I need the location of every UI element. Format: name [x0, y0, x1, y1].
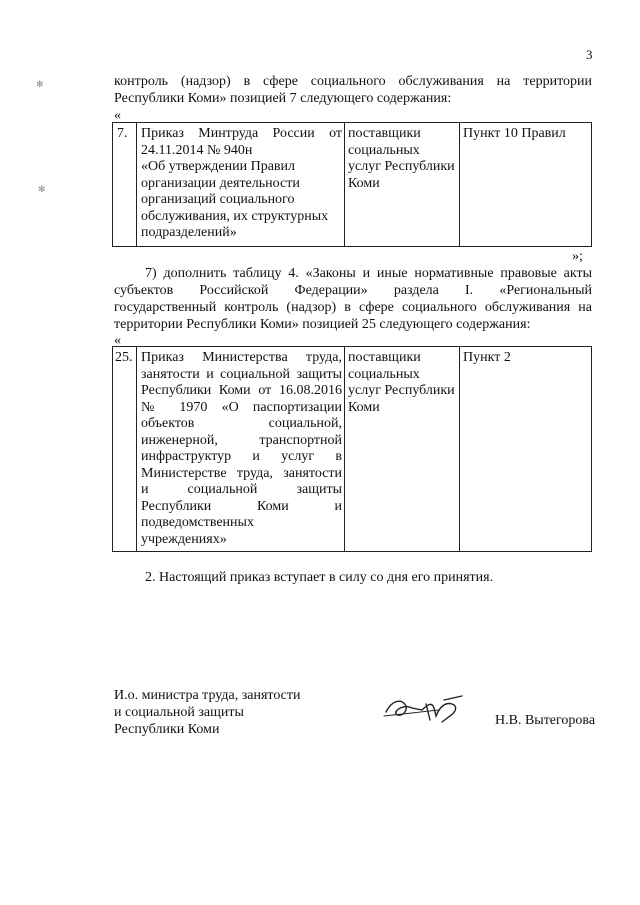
legal-act-line: Республики Коми от 16.08.2016: [141, 383, 342, 398]
legal-act-line: «Об утверждении Правил: [141, 159, 295, 174]
paragraph-2: 2. Настоящий приказ вступает в силу со дня его принятия.: [145, 570, 494, 585]
legal-act-line: 24.11.2014 № 940н: [141, 142, 253, 158]
handwritten-signature: [382, 690, 472, 730]
signatory-line-3: Республики Коми: [114, 722, 220, 737]
legal-act-line: учреждениях»: [141, 531, 227, 547]
intro-line-1: контроль (надзор) в сфере социального обслуживания на территории: [114, 74, 592, 89]
signatory-line-1: И.о. министра труда, занятости: [114, 688, 301, 703]
legal-act-cell: [141, 350, 342, 548]
signatory-line-2: и социальной защиты: [114, 705, 244, 720]
legal-act-line: инфраструктур и услуг в: [141, 449, 342, 464]
signer-name: Н.В. Вытегорова: [495, 713, 596, 728]
subjects-cell: [348, 126, 456, 192]
item7-line-4: территории Республики Коми» позицией 25 следующего содержания:: [114, 317, 531, 332]
table-position-25: [112, 346, 592, 552]
subjects-line: поставщики: [348, 350, 421, 365]
table-divider: [344, 123, 345, 246]
table-divider: [344, 347, 345, 551]
subjects-line: социальных: [348, 366, 420, 382]
item7-line-3: государственный контроль (надзор) в сфере социального обслуживания на: [114, 300, 592, 315]
subjects-line: Коми: [348, 399, 380, 415]
table-divider: [136, 347, 137, 551]
item7-line-1: 7) дополнить таблицу 4. «Законы и иные нормативные правовые акты: [145, 266, 592, 281]
position-number: 7.: [117, 126, 128, 141]
legal-act-line: организации деятельности: [141, 175, 300, 191]
page-number: 3: [586, 47, 593, 62]
intro-line-2: Республики Коми» позицией 7 следующего содержания:: [114, 91, 452, 106]
scan-speck: ✻: [36, 79, 44, 89]
subjects-cell: [348, 350, 456, 416]
legal-act-line: и социальной защиты: [141, 482, 342, 497]
subjects-line: услуг Республики: [348, 159, 455, 174]
legal-act-line: инженерной, транспортной: [141, 432, 342, 448]
scan-speck: ✻: [38, 184, 46, 194]
legal-act-line: занятости и социальной защиты: [141, 366, 342, 382]
subjects-line: Коми: [348, 175, 380, 191]
legal-act-line: Приказ Министерства труда,: [141, 350, 342, 365]
subjects-line: услуг Республики: [348, 383, 455, 398]
subjects-line: социальных: [348, 142, 420, 158]
table-position-7: [112, 122, 592, 247]
item7-line-2: субъектов Российской Федерации» раздела I. «Региональный: [114, 283, 592, 298]
open-quote: «: [114, 108, 121, 123]
table-divider: [136, 123, 137, 246]
legal-act-line: подведомственных: [141, 515, 254, 530]
clause-cell: Пункт 10 Правил: [463, 126, 566, 141]
table-divider: [459, 123, 460, 246]
legal-act-line: обслуживания, их структурных: [141, 208, 329, 224]
open-quote: «: [114, 333, 121, 348]
close-quote: »;: [572, 249, 583, 264]
legal-act-line: № 1970 «О паспортизации: [141, 399, 342, 415]
legal-act-cell: [141, 126, 342, 242]
clause-cell: Пункт 2: [463, 350, 511, 365]
legal-act-line: объектов социальной,: [141, 416, 342, 431]
legal-act-line: Республики Коми и: [141, 498, 342, 514]
legal-act-line: Приказ Минтруда России от: [141, 126, 342, 141]
legal-act-line: организаций социального: [141, 192, 295, 207]
legal-act-line: подразделений»: [141, 225, 237, 240]
subjects-line: поставщики: [348, 126, 421, 141]
legal-act-line: Министерстве труда, занятости: [141, 465, 342, 481]
position-number: 25.: [115, 350, 133, 365]
table-divider: [459, 347, 460, 551]
